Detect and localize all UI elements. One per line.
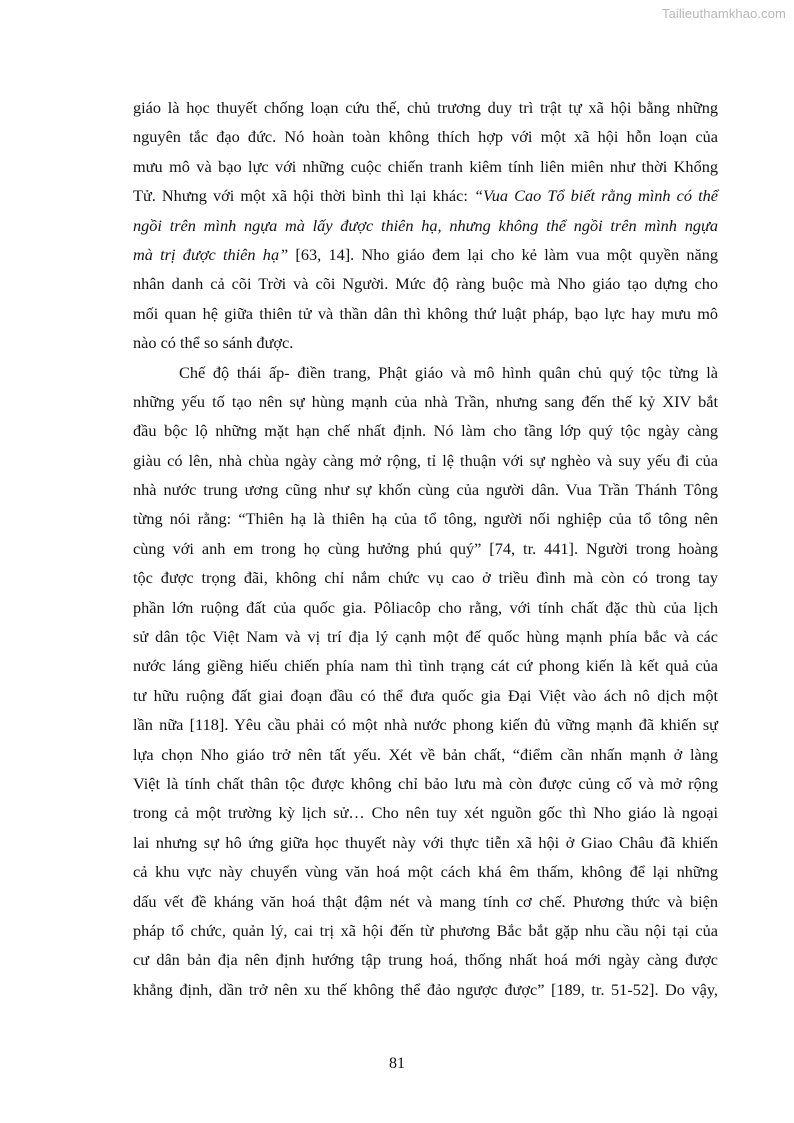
- text-line: [133, 828, 718, 857]
- text-segment: pháp tổ chức, quản lý, cai trị xã hội đến từ phương Bắc bắt gặp nhu cầu nội tại của: [133, 920, 718, 940]
- text-line: [133, 769, 718, 798]
- text-segment: Chế độ thái ấp- điền trang, Phật giáo và mô hình quân chủ quý tộc từng là: [179, 362, 718, 382]
- text-segment: dấu vết đề kháng văn hoá thật đậm nét và mang tính cơ chế. Phương thức và biện: [133, 891, 718, 911]
- text-line: [133, 798, 718, 827]
- text-line: [133, 240, 718, 269]
- text-line: [133, 504, 718, 533]
- document-body: [133, 93, 718, 1004]
- text-line: [133, 211, 718, 240]
- text-segment: khẳng định, dần trở nên xu thế không thể đảo ngược được” [189, tr. 51-52]. Do vậy,: [133, 979, 718, 999]
- text-line: [133, 740, 718, 769]
- text-segment: nhân danh cả cõi Trời và cõi Người. Mức độ ràng buộc mà Nho giáo tạo dựng cho: [133, 274, 718, 294]
- text-segment: đầu bộc lộ những mặt hạn chế nhất định. Nó làm cho tầng lớp quý tộc ngày càng: [133, 421, 718, 441]
- text-segment: giáo là học thuyết chống loạn cứu thế, chủ trương duy trì trật tự xã hội bằng những: [133, 98, 718, 117]
- text-segment: mối quan hệ giữa thiên tử và thần dân thì không thứ luật pháp, bạo lực hay mưu mô: [133, 303, 718, 323]
- text-segment: sử dân tộc Việt Nam và vị trí địa lý cạnh một đế quốc hùng mạnh phía bắc và các: [133, 627, 718, 647]
- text-line: [133, 857, 718, 886]
- text-segment: [63, 14]. Nho giáo đem lại cho kẻ làm vua một quyền năng: [288, 244, 719, 264]
- text-line: [133, 710, 718, 739]
- text-segment: từng nói rằng: “Thiên hạ là thiên hạ của tổ tông, người nối nghiệp của tổ tông nên: [133, 509, 718, 529]
- text-line: [133, 181, 718, 210]
- text-line: [133, 122, 718, 151]
- text-segment: tư hữu ruộng đất giai đoạn đầu có thể đưa quốc gia Đại Việt vào ách nô dịch một: [133, 685, 718, 705]
- text-segment: Việt là tính chất thân tộc được không chỉ bảo lưu mà còn được củng cố và mở rộng: [133, 773, 718, 793]
- text-segment: nào có thể so sánh được.: [133, 333, 294, 353]
- italic-quote-segment: “Vua Cao Tổ biết rằng mình có thể: [474, 186, 718, 206]
- text-segment: cùng với anh em trong họ cùng hưởng phú quý” [74, tr. 441]. Người trong hoàng: [133, 538, 718, 558]
- text-segment: Tử. Nhưng với một xã hội thời bình thì lại khác:: [133, 186, 474, 206]
- text-line: [133, 446, 718, 475]
- text-segment: phần lớn ruộng đất của quốc gia. Pôliacôp cho rằng, với tính chất đặc thù của lịch: [133, 597, 718, 617]
- text-line: [133, 358, 718, 387]
- text-line: [133, 916, 718, 945]
- text-line: [133, 328, 718, 357]
- text-line: [133, 622, 718, 651]
- text-line: [133, 93, 718, 122]
- text-line: [133, 681, 718, 710]
- text-segment: tộc được trọng đãi, không chỉ nắm chức vụ cao ở triều đình mà còn có trong tay: [133, 568, 718, 588]
- text-segment: lần nữa [118]. Yêu cầu phải có một nhà nước phong kiến đủ vững mạnh đã khiến sự: [133, 715, 718, 735]
- watermark-text: Tailieuthamkhao.com: [661, 6, 786, 21]
- text-segment: lai nhưng sự hô ứng giữa học thuyết này với thực tiễn xã hội ở Giao Châu đã khiến: [133, 832, 718, 852]
- text-segment: những yếu tố tạo nên sự hùng mạnh của nhà Trần, nhưng sang đến thế kỷ XIV bắt: [133, 391, 718, 411]
- text-line: [133, 387, 718, 416]
- page-number: 81: [389, 1055, 405, 1072]
- text-line: [133, 563, 718, 592]
- text-segment: trong cả một trường kỳ lịch sử… Cho nên tuy xét nguồn gốc thì Nho giáo là ngoại: [133, 803, 718, 823]
- text-line: [133, 534, 718, 563]
- text-segment: cả khu vực này chuyển vùng văn hoá một cách khá êm thấm, không để lại những: [133, 862, 718, 882]
- text-line: [133, 475, 718, 504]
- italic-quote-segment: mà trị được thiên hạ”: [133, 244, 289, 264]
- text-segment: giàu có lên, nhà chùa ngày càng mở rộng, tỉ lệ thuận với sự nghèo và suy yếu đi của: [133, 450, 718, 470]
- text-segment: lựa chọn Nho giáo trở nên tất yếu. Xét về bản chất, “điểm cần nhấn mạnh ở làng: [133, 744, 718, 764]
- text-line: [133, 152, 718, 181]
- text-line: [133, 945, 718, 974]
- text-line: [133, 299, 718, 328]
- text-line: [133, 593, 718, 622]
- text-line: [133, 887, 718, 916]
- text-segment: nguyên tắc đạo đức. Nó hoàn toàn không thích hợp với một xã hội hỗn loạn của: [133, 127, 718, 147]
- text-segment: cư dân bản địa nên định hướng tập trung hoá, thống nhất hoá mới ngày càng được: [133, 950, 718, 970]
- text-line: [133, 269, 718, 298]
- text-line: [133, 416, 718, 445]
- text-segment: nước láng giềng hiếu chiến phía nam thì tình trạng cát cứ phong kiến là kết quả của: [133, 656, 718, 676]
- text-line: [133, 975, 718, 1004]
- text-segment: nhà nước trung ương cũng như sự khốn cùng của người dân. Vua Trần Thánh Tông: [133, 480, 718, 500]
- italic-quote-segment: ngồi trên mình ngựa mà lấy được thiên hạ, nhưng không thể ngồi trên mình ngựa: [133, 215, 718, 235]
- text-line: [133, 651, 718, 680]
- text-segment: mưu mô và bạo lực với những cuộc chiến tranh kiêm tính liên miên như thời Khổng: [133, 156, 718, 176]
